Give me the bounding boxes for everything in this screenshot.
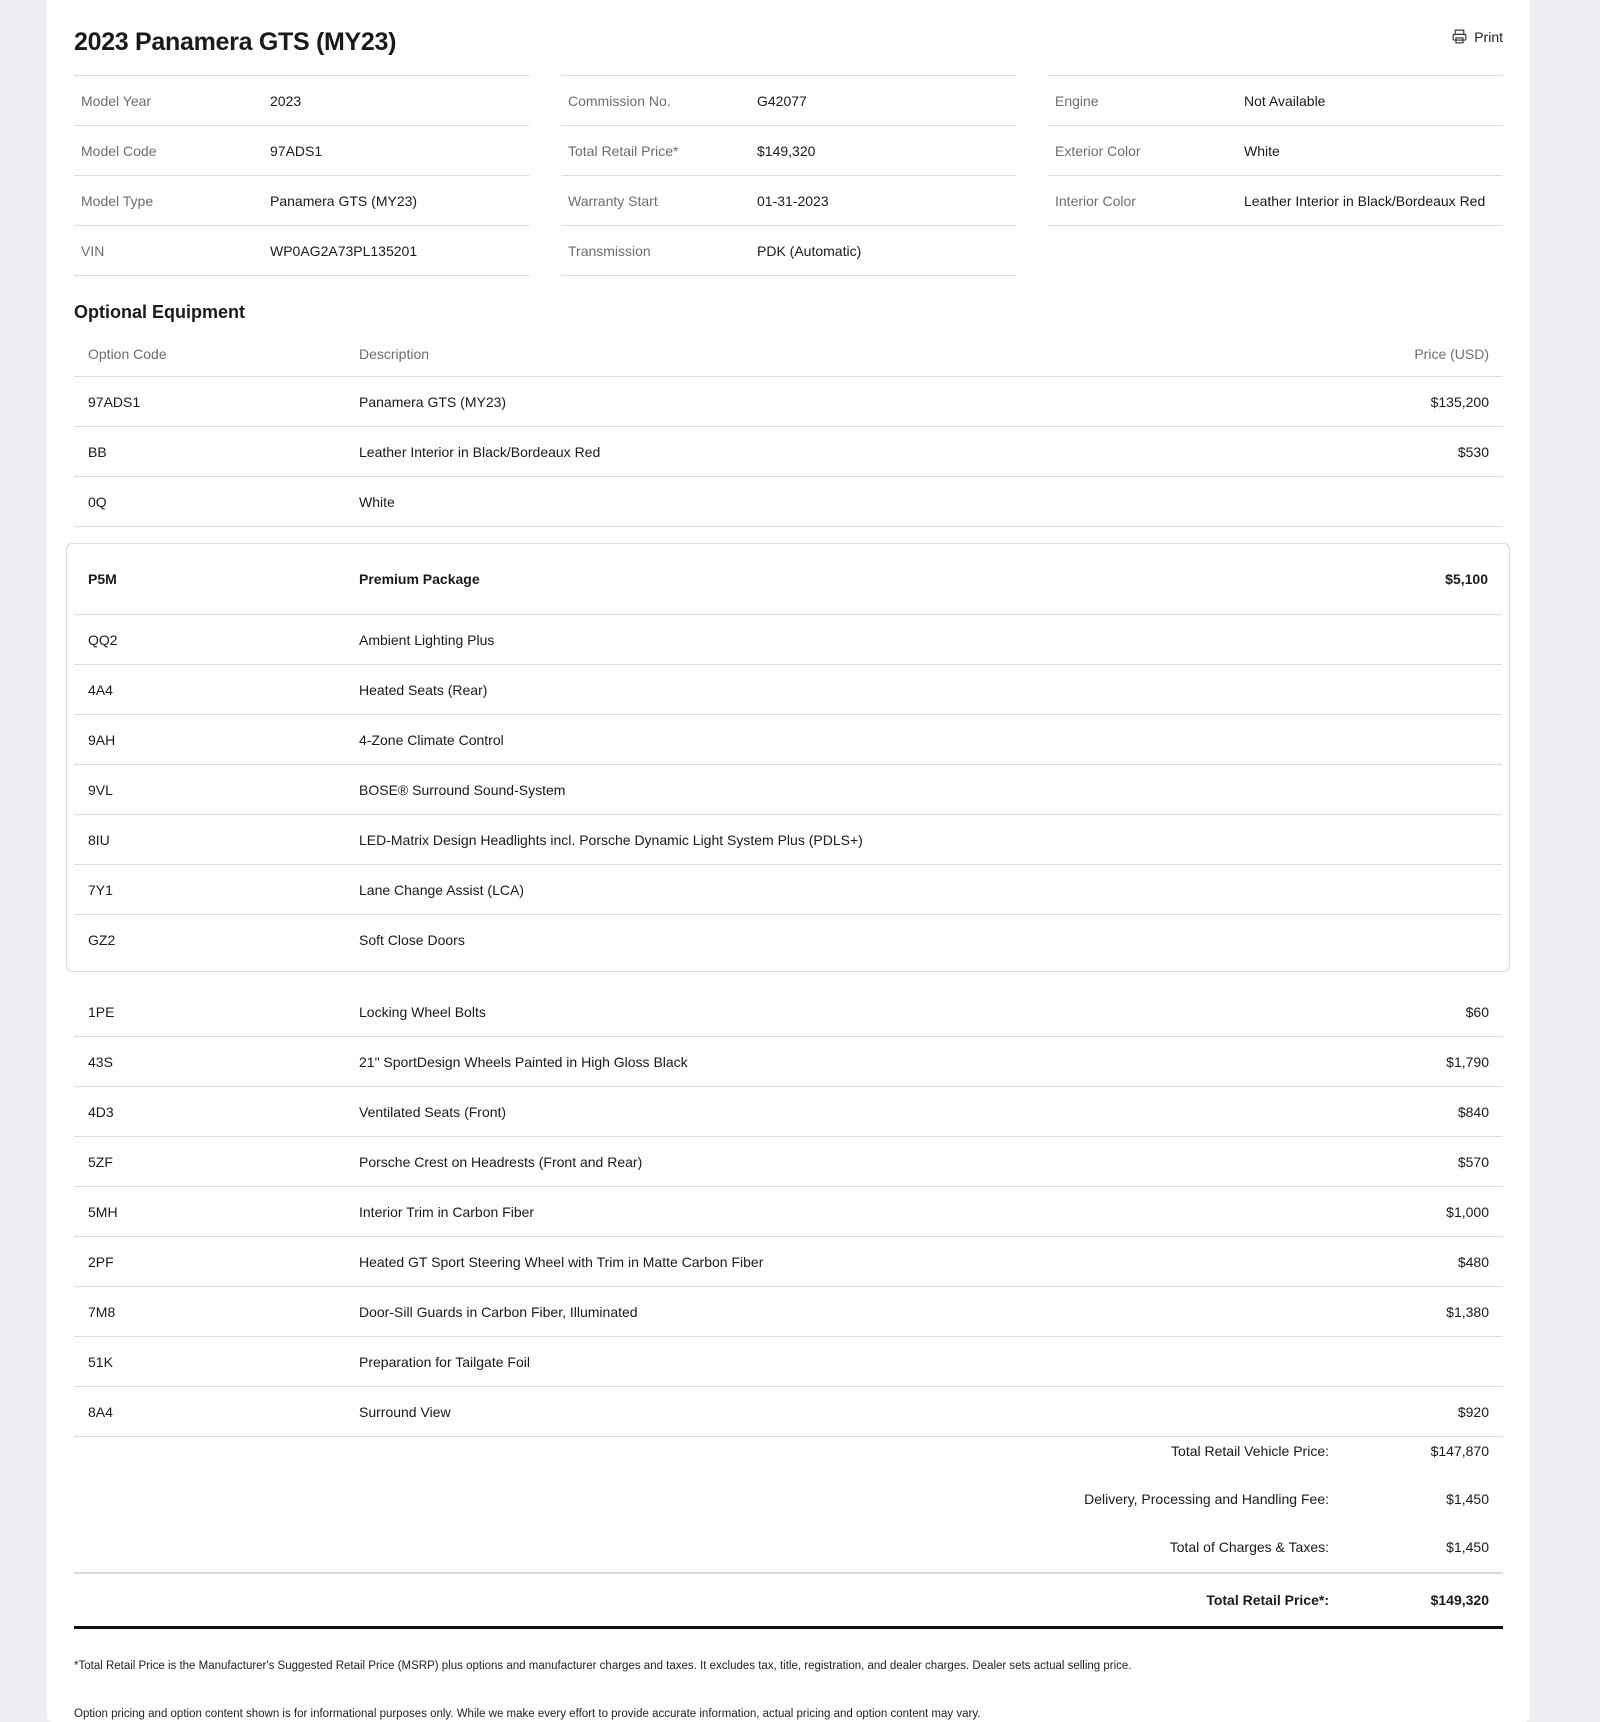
spec-label: Total Retail Price*: [568, 142, 679, 159]
totals-section: [74, 1427, 1503, 1571]
grand-total-label: Total Retail Price*:: [1206, 1592, 1329, 1608]
spec-value: WP0AG2A73PL135201: [270, 242, 418, 259]
spec-row: [1048, 175, 1503, 226]
spec-row: [1048, 125, 1503, 175]
equipment-row: [74, 765, 1502, 815]
spec-row: [561, 75, 1016, 125]
printer-icon: [1451, 28, 1468, 45]
option-price: $1,000: [1446, 1203, 1489, 1220]
spec-row: [74, 125, 529, 175]
total-vehicle-price-value: $147,870: [1430, 1443, 1489, 1459]
equipment-header: [74, 332, 1503, 377]
spec-table: [74, 75, 1503, 276]
option-code: 5ZF: [88, 1153, 113, 1170]
header-description: Description: [359, 346, 430, 362]
option-price: $480: [1457, 1253, 1489, 1270]
option-code: 2PF: [88, 1253, 114, 1270]
option-code: 97ADS1: [88, 393, 141, 410]
option-price: $530: [1457, 443, 1489, 460]
option-price: $920: [1457, 1403, 1489, 1420]
spec-column-1: [74, 75, 529, 276]
section-title: Optional Equipment: [74, 302, 245, 322]
option-description: Preparation for Tailgate Foil: [359, 1353, 530, 1370]
print-label: Print: [1474, 28, 1503, 45]
spec-value: $149,320: [757, 142, 816, 159]
option-description: Ambient Lighting Plus: [359, 631, 495, 648]
option-code: 43S: [88, 1053, 113, 1070]
spec-label: Interior Color: [1055, 192, 1136, 209]
charges-taxes-label: Total of Charges & Taxes:: [1169, 1539, 1329, 1555]
spec-value: G42077: [757, 92, 807, 109]
option-description: LED-Matrix Design Headlights incl. Porsche Dynamic Light System Plus (PDLS+): [359, 831, 863, 848]
option-code: 7Y1: [88, 881, 113, 898]
option-code: 9AH: [88, 731, 116, 748]
spec-column-2: [561, 75, 1016, 276]
equipment-row: [74, 815, 1502, 865]
total-vehicle-price-label: Total Retail Vehicle Price:: [1171, 1443, 1329, 1459]
option-description: Lane Change Assist (LCA): [359, 881, 524, 898]
spec-label: Model Year: [81, 92, 152, 109]
option-code: 4D3: [88, 1103, 114, 1120]
disclaimer-footnote: Option pricing and option content shown is for informational purposes only. While we make every effort to provide accurate information, actual pricing and option content may vary.: [74, 1708, 981, 1720]
option-code: QQ2: [88, 631, 118, 648]
equipment-row: [74, 377, 1503, 427]
option-code: 7M8: [88, 1303, 116, 1320]
delivery-fee-row: [74, 1475, 1503, 1523]
header-option-code: Option Code: [88, 346, 167, 362]
grand-total-row: [74, 1572, 1503, 1629]
equipment-row: [74, 915, 1502, 964]
delivery-fee-value: $1,450: [1446, 1491, 1489, 1507]
option-code: 4A4: [88, 681, 113, 698]
option-code: GZ2: [88, 931, 116, 948]
equipment-row: [74, 715, 1502, 765]
option-price: $135,200: [1430, 393, 1489, 410]
spec-value: Not Available: [1244, 92, 1326, 109]
charges-taxes-row: [74, 1523, 1503, 1571]
premium-package-group: [66, 543, 1510, 972]
header-price: Price (USD): [1414, 346, 1489, 362]
option-description: Heated GT Sport Steering Wheel with Trim in Matte Carbon Fiber: [359, 1253, 764, 1270]
option-description: BOSE® Surround Sound-System: [359, 781, 566, 798]
page-title: 2023 Panamera GTS (MY23): [74, 28, 397, 56]
equipment-row: [74, 1037, 1503, 1087]
option-description: Soft Close Doors: [359, 931, 465, 948]
window-sticker-card: [47, 0, 1530, 1722]
grand-total-value: $149,320: [1430, 1592, 1489, 1608]
spec-value: White: [1244, 142, 1280, 159]
option-description: 21" SportDesign Wheels Painted in High Gloss Black: [359, 1053, 688, 1070]
equipment-row: [74, 427, 1503, 477]
option-price: $570: [1457, 1153, 1489, 1170]
spec-row: [74, 225, 529, 276]
spec-label: Transmission: [568, 242, 651, 259]
spec-row: [561, 125, 1016, 175]
equipment-row: [74, 1337, 1503, 1387]
equipment-list-bottom: [74, 987, 1503, 1437]
spec-value: Leather Interior in Black/Bordeaux Red: [1244, 192, 1486, 209]
option-code: 51K: [88, 1353, 113, 1370]
msrp-footnote: *Total Retail Price is the Manufacturer's Suggested Retail Price (MSRP) plus options and manufacturer charges and taxes. It excludes tax, title, registration, and dealer charges. Dealer sets actual selling price.: [74, 1660, 1132, 1672]
option-description: Heated Seats (Rear): [359, 681, 488, 698]
equipment-row: [74, 1237, 1503, 1287]
option-price: $60: [1465, 1003, 1489, 1020]
option-description: Locking Wheel Bolts: [359, 1003, 486, 1020]
package-items: [67, 615, 1509, 964]
spec-label: Engine: [1055, 92, 1099, 109]
spec-label: Model Type: [81, 192, 154, 209]
option-code: 1PE: [88, 1003, 115, 1020]
option-code: 9VL: [88, 781, 113, 798]
package-price: $5,100: [1445, 571, 1488, 587]
option-code: BB: [88, 443, 107, 460]
spec-row: [74, 175, 529, 225]
equipment-row: [74, 865, 1502, 915]
option-description: White: [359, 493, 395, 510]
package-header-row: [74, 544, 1502, 615]
option-description: Panamera GTS (MY23): [359, 393, 507, 410]
option-code: 0Q: [88, 493, 107, 510]
spec-row: [561, 225, 1016, 276]
package-description: Premium Package: [359, 571, 480, 587]
equipment-row: [74, 1137, 1503, 1187]
spec-value: 2023: [270, 92, 302, 109]
equipment-list-top: [74, 377, 1503, 527]
option-description: Interior Trim in Carbon Fiber: [359, 1203, 535, 1220]
equipment-row: [74, 987, 1503, 1037]
option-description: Door-Sill Guards in Carbon Fiber, Illuminated: [359, 1303, 638, 1320]
option-description: Porsche Crest on Headrests (Front and Rear): [359, 1153, 643, 1170]
option-price: $840: [1457, 1103, 1489, 1120]
spec-label: Model Code: [81, 142, 157, 159]
equipment-row: [74, 1087, 1503, 1137]
spec-label: Warranty Start: [568, 192, 658, 209]
print-button[interactable]: [1451, 28, 1503, 45]
option-code: 5MH: [88, 1203, 118, 1220]
equipment-row: [74, 1187, 1503, 1237]
spec-label: Commission No.: [568, 92, 671, 109]
package-code: P5M: [88, 571, 117, 587]
equipment-row: [74, 665, 1502, 715]
option-code: 8IU: [88, 831, 110, 848]
option-price: $1,790: [1446, 1053, 1489, 1070]
equipment-row: [74, 1287, 1503, 1337]
spec-value: 01-31-2023: [757, 192, 829, 209]
equipment-row: [74, 615, 1502, 665]
spec-column-3: [1048, 75, 1503, 276]
charges-taxes-value: $1,450: [1446, 1539, 1489, 1555]
spec-label: Exterior Color: [1055, 142, 1141, 159]
total-vehicle-price-row: [74, 1427, 1503, 1475]
delivery-fee-label: Delivery, Processing and Handling Fee:: [1084, 1491, 1329, 1507]
option-description: Ventilated Seats (Front): [359, 1103, 507, 1120]
spec-row: [1048, 75, 1503, 125]
spec-value: PDK (Automatic): [757, 242, 862, 259]
spec-row: [561, 175, 1016, 225]
option-description: Leather Interior in Black/Bordeaux Red: [359, 443, 601, 460]
spec-value: Panamera GTS (MY23): [270, 192, 418, 209]
option-price: $1,380: [1446, 1303, 1489, 1320]
option-description: 4-Zone Climate Control: [359, 731, 504, 748]
option-description: Surround View: [359, 1403, 451, 1420]
spec-value: 97ADS1: [270, 142, 323, 159]
equipment-row: [74, 477, 1503, 527]
spec-row: [74, 75, 529, 125]
option-code: 8A4: [88, 1403, 113, 1420]
spec-label: VIN: [81, 242, 105, 259]
